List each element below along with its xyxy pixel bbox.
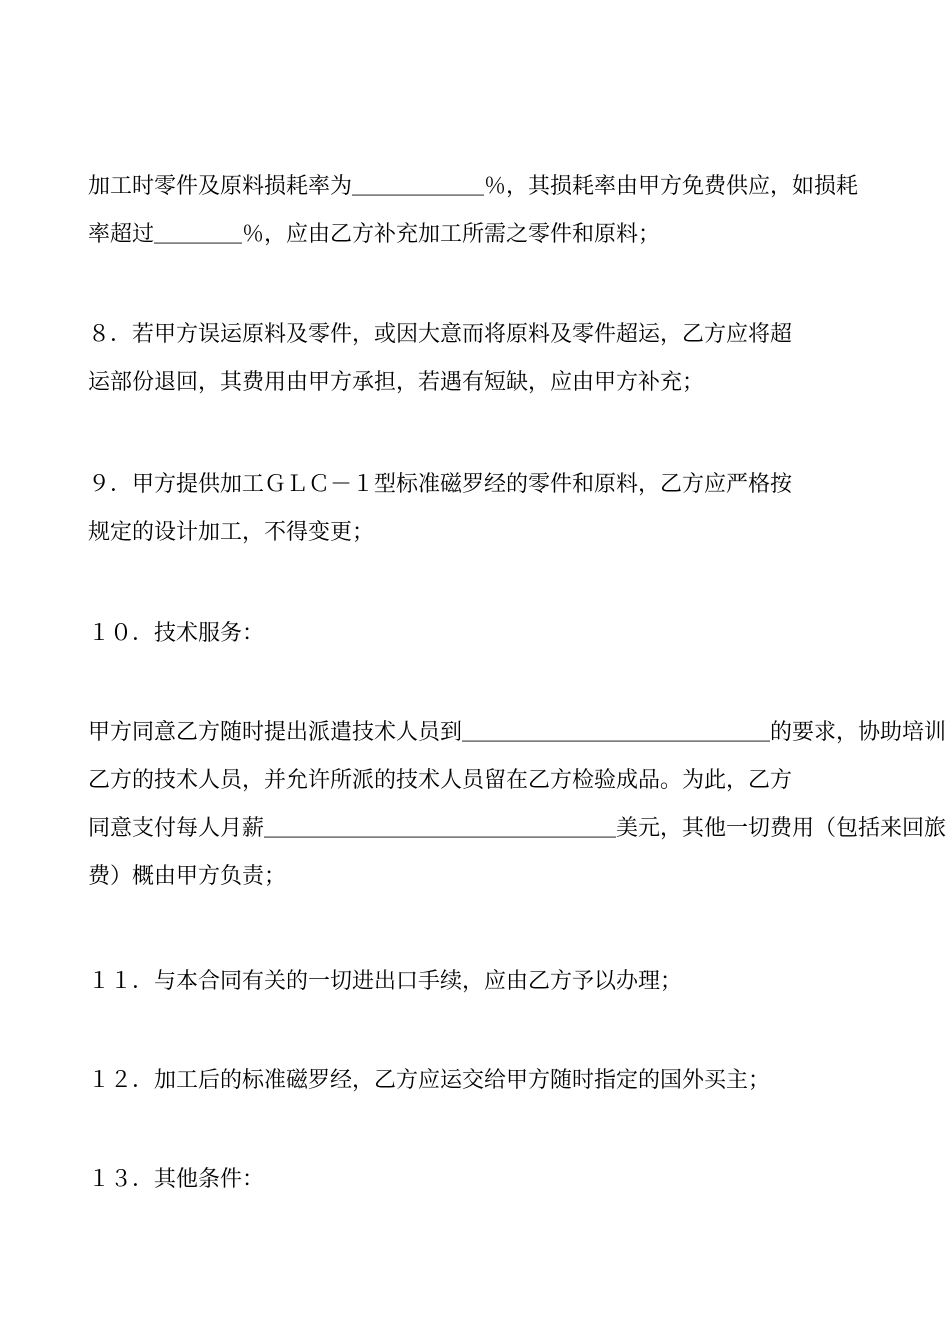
paragraph-clause-10-heading xyxy=(88,610,868,658)
text-line: ９．甲方提供加工ＧＬＣ－１型标准磁罗经的零件和原料，乙方应严格按 xyxy=(88,472,793,497)
text-line: 乙方的技术人员，并允许所派的技术人员留在乙方检验成品。为此，乙方 xyxy=(88,768,793,793)
paragraph-clause-11 xyxy=(88,958,868,1006)
paragraph-clause-8 xyxy=(88,311,868,407)
text-line: 率超过＿＿＿＿％，应由乙方补充加工所需之零件和原料； xyxy=(88,222,661,247)
text-line: 规定的设计加工，不得变更； xyxy=(88,520,375,545)
paragraph-clause-9 xyxy=(88,461,868,557)
text-line: 甲方同意乙方随时提出派遣技术人员到＿＿＿＿＿＿＿＿＿＿＿＿＿＿的要求，协助培训 xyxy=(88,720,947,745)
paragraph-clause-12 xyxy=(88,1057,868,1105)
text-line: 加工时零件及原料损耗率为＿＿＿＿＿＿％，其损耗率由甲方免费供应，如损耗 xyxy=(88,174,859,199)
text-line: １３．其他条件： xyxy=(88,1167,265,1192)
text-line: ８．若甲方误运原料及零件，或因大意而将原料及零件超运，乙方应将超 xyxy=(88,322,793,347)
text-line: 费）概由甲方负责； xyxy=(88,864,287,889)
text-line: １０．技术服务： xyxy=(88,621,265,646)
text-line: 运部份退回，其费用由甲方承担，若遇有短缺，应由甲方补充； xyxy=(88,370,705,395)
text-line: １２．加工后的标准磁罗经，乙方应运交给甲方随时指定的国外买主； xyxy=(88,1068,771,1093)
paragraph-clause-13 xyxy=(88,1156,868,1204)
paragraph-loss-rate xyxy=(88,163,868,259)
text-line: 同意支付每人月薪＿＿＿＿＿＿＿＿＿＿＿＿＿＿＿＿美元，其他一切费用（包括来回旅 xyxy=(88,816,947,841)
text-line: １１．与本合同有关的一切进出口手续，应由乙方予以办理； xyxy=(88,969,683,994)
paragraph-technical-service xyxy=(88,709,947,901)
